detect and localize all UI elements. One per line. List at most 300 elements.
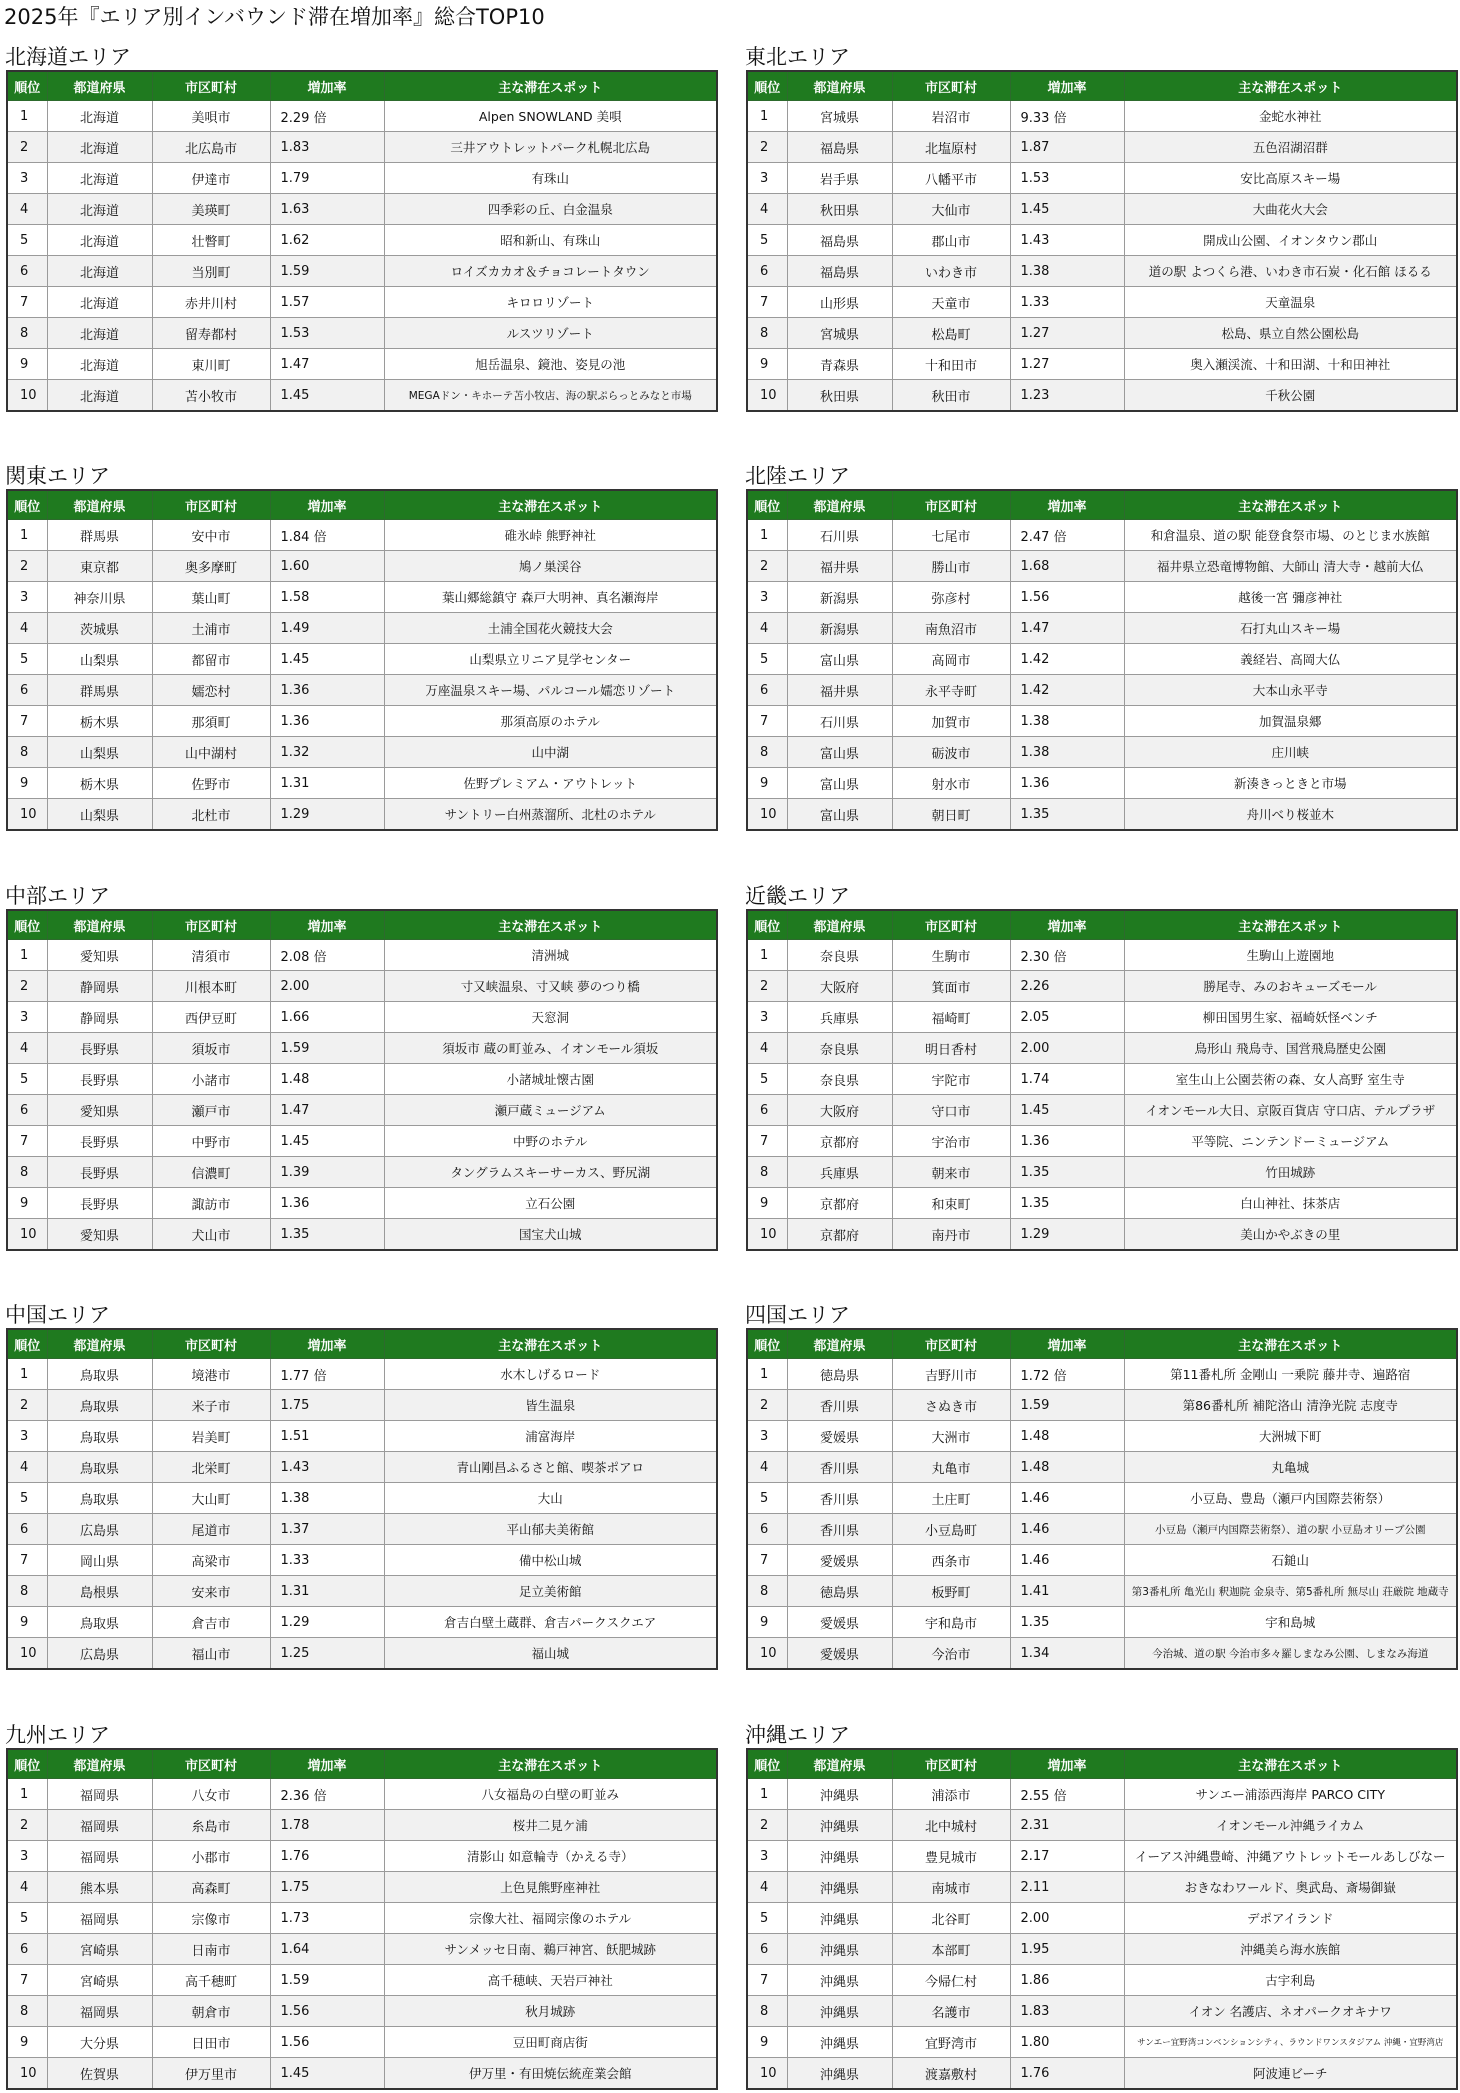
table-row (7, 2027, 717, 2058)
spot-cell: 山中湖 (384, 737, 717, 768)
table-row (747, 1126, 1457, 1157)
table-row (747, 1157, 1457, 1188)
rate-cell: 1.56 (1010, 582, 1124, 613)
table-row (747, 520, 1457, 551)
table-row (7, 1576, 717, 1607)
spot-cell: 五色沼湖沼群 (1124, 132, 1457, 163)
prefecture-cell: 鳥取県 (47, 1452, 152, 1483)
rank-cell: 6 (7, 1095, 47, 1126)
city-cell: 勝山市 (892, 551, 1010, 582)
rank-header: 順位 (747, 71, 787, 101)
prefecture-cell: 香川県 (787, 1514, 892, 1545)
rate-cell: 2.55 倍 (1010, 1779, 1124, 1810)
table-row (7, 799, 717, 831)
table-header-row (747, 910, 1457, 940)
table-row (7, 1607, 717, 1638)
table-row (7, 1965, 717, 1996)
table-header-row (7, 1329, 717, 1359)
city-cell: 瀬戸市 (152, 1095, 270, 1126)
rate-cell: 1.59 (270, 1965, 384, 1996)
area-section (6, 463, 716, 831)
rate-cell: 2.08 倍 (270, 940, 384, 971)
city-cell: 北塩原村 (892, 132, 1010, 163)
prefecture-cell: 愛媛県 (787, 1607, 892, 1638)
rank-cell: 3 (747, 1841, 787, 1872)
spot-cell: 三井アウトレットパーク札幌北広島 (384, 132, 717, 163)
rank-cell: 3 (7, 1002, 47, 1033)
prefecture-cell: 長野県 (47, 1157, 152, 1188)
city-cell: 箕面市 (892, 971, 1010, 1002)
rate-cell: 1.58 (270, 582, 384, 613)
table-row (747, 225, 1457, 256)
table-row (747, 256, 1457, 287)
rank-cell: 1 (7, 940, 47, 971)
rank-cell: 8 (747, 1996, 787, 2027)
rate-cell: 1.76 (1010, 2058, 1124, 2090)
prefecture-cell: 福島県 (787, 132, 892, 163)
rate-cell: 1.31 (270, 768, 384, 799)
city-cell: 須坂市 (152, 1033, 270, 1064)
table-row (747, 1996, 1457, 2027)
rank-cell: 10 (747, 380, 787, 412)
city-cell: 豊見城市 (892, 1841, 1010, 1872)
table-row (7, 971, 717, 1002)
area-section (6, 1302, 716, 1670)
table-row (747, 799, 1457, 831)
spot-cell: 義経岩、高岡大仏 (1124, 644, 1457, 675)
table-row (7, 1126, 717, 1157)
rate-cell: 1.31 (270, 1576, 384, 1607)
spot-cell: 鳥形山 飛鳥寺、国営飛鳥歴史公園 (1124, 1033, 1457, 1064)
prefecture-cell: 福井県 (787, 551, 892, 582)
table-row (7, 737, 717, 768)
spot-header: 主な滞在スポット (1124, 910, 1457, 940)
table-header-row (7, 71, 717, 101)
rate-cell: 1.75 (270, 1390, 384, 1421)
city-cell: 天童市 (892, 287, 1010, 318)
prefecture-cell: 東京都 (47, 551, 152, 582)
table-row (747, 971, 1457, 1002)
spot-cell: 奥入瀬渓流、十和田湖、十和田神社 (1124, 349, 1457, 380)
city-cell: 境港市 (152, 1359, 270, 1390)
city-cell: 朝日町 (892, 799, 1010, 831)
prefecture-cell: 愛知県 (47, 1095, 152, 1126)
city-cell: 美瑛町 (152, 194, 270, 225)
spot-cell: 室生山上公園芸術の森、女人高野 室生寺 (1124, 1064, 1457, 1095)
table-row (747, 1002, 1457, 1033)
table-row (7, 1157, 717, 1188)
city-cell: 苫小牧市 (152, 380, 270, 412)
spot-cell: 桜井二見ケ浦 (384, 1810, 717, 1841)
rate-cell: 1.45 (1010, 1095, 1124, 1126)
rate-cell: 1.27 (1010, 349, 1124, 380)
spot-cell: 竹田城跡 (1124, 1157, 1457, 1188)
rate-cell: 1.86 (1010, 1965, 1124, 1996)
prefecture-cell: 福岡県 (47, 1841, 152, 1872)
rank-cell: 7 (747, 1965, 787, 1996)
table-row (747, 2027, 1457, 2058)
rank-cell: 4 (747, 1872, 787, 1903)
spot-header: 主な滞在スポット (384, 71, 717, 101)
prefecture-cell: 香川県 (787, 1452, 892, 1483)
prefecture-cell: 北海道 (47, 256, 152, 287)
city-cell: 南丹市 (892, 1219, 1010, 1251)
table-row (747, 706, 1457, 737)
rate-cell: 1.48 (1010, 1421, 1124, 1452)
table-row (7, 706, 717, 737)
area-title: 近畿エリア (745, 884, 850, 908)
rate-cell: 1.39 (270, 1157, 384, 1188)
prefecture-cell: 北海道 (47, 287, 152, 318)
prefecture-cell: 群馬県 (47, 675, 152, 706)
table-row (747, 1452, 1457, 1483)
ranking-table (746, 909, 1458, 1251)
area-title: 沖縄エリア (745, 1723, 850, 1747)
prefecture-cell: 愛媛県 (787, 1545, 892, 1576)
spot-header: 主な滞在スポット (384, 490, 717, 520)
rate-cell: 2.00 (1010, 1033, 1124, 1064)
rank-cell: 7 (7, 1545, 47, 1576)
rate-cell: 1.80 (1010, 2027, 1124, 2058)
rate-cell: 1.32 (270, 737, 384, 768)
rank-cell: 7 (747, 1545, 787, 1576)
city-cell: 射水市 (892, 768, 1010, 799)
table-row (747, 101, 1457, 132)
spot-header: 主な滞在スポット (384, 1749, 717, 1779)
table-row (747, 1390, 1457, 1421)
city-cell: 北杜市 (152, 799, 270, 831)
rate-cell: 1.25 (270, 1638, 384, 1670)
city-cell: 那須町 (152, 706, 270, 737)
city-cell: 日田市 (152, 2027, 270, 2058)
rank-cell: 4 (7, 1452, 47, 1483)
spot-cell: 万座温泉スキー場、パルコール嬬恋リゾート (384, 675, 717, 706)
spot-cell: サンエー宜野湾コンベンションシティ、ラウンドワンスタジアム 沖縄・宜野湾店 (1124, 2027, 1457, 2058)
city-cell: 北谷町 (892, 1903, 1010, 1934)
rank-cell: 3 (747, 582, 787, 613)
rate-cell: 1.78 (270, 1810, 384, 1841)
table-row (747, 737, 1457, 768)
prefecture-cell: 鳥取県 (47, 1390, 152, 1421)
rank-cell: 7 (7, 287, 47, 318)
spot-cell: MEGAドン・キホーテ苫小牧店、海の駅ぷらっとみなと市場 (384, 380, 717, 412)
table-row (747, 768, 1457, 799)
city-header: 市区町村 (152, 490, 270, 520)
prefecture-cell: 福井県 (787, 675, 892, 706)
spot-cell: 古宇利島 (1124, 1965, 1457, 1996)
rate-header: 増加率 (270, 1329, 384, 1359)
rate-cell: 1.42 (1010, 644, 1124, 675)
rank-cell: 10 (7, 2058, 47, 2090)
rate-cell: 1.33 (270, 1545, 384, 1576)
city-cell: 朝倉市 (152, 1996, 270, 2027)
city-cell: 永平寺町 (892, 675, 1010, 706)
rank-cell: 9 (7, 768, 47, 799)
rate-cell: 1.35 (1010, 799, 1124, 831)
rate-cell: 1.29 (270, 799, 384, 831)
table-row (7, 1996, 717, 2027)
table-row (747, 1638, 1457, 1670)
spot-cell: 越後一宮 彌彦神社 (1124, 582, 1457, 613)
city-cell: 川根本町 (152, 971, 270, 1002)
spot-cell: 旭岳温泉、鏡池、姿見の池 (384, 349, 717, 380)
ranking-table (6, 1328, 718, 1670)
spot-cell: 碓氷峠 熊野神社 (384, 520, 717, 551)
spot-cell: 那須高原のホテル (384, 706, 717, 737)
spot-cell: 皆生温泉 (384, 1390, 717, 1421)
table-row (747, 194, 1457, 225)
prefecture-cell: 福岡県 (47, 1810, 152, 1841)
table-row (747, 1810, 1457, 1841)
rank-cell: 3 (7, 1841, 47, 1872)
prefecture-cell: 長野県 (47, 1126, 152, 1157)
spot-cell: 立石公園 (384, 1188, 717, 1219)
city-header: 市区町村 (152, 910, 270, 940)
prefecture-cell: 岩手県 (787, 163, 892, 194)
table-row (747, 1514, 1457, 1545)
table-row (7, 520, 717, 551)
prefecture-cell: 長野県 (47, 1188, 152, 1219)
prefecture-cell: 宮城県 (787, 101, 892, 132)
rate-cell: 1.63 (270, 194, 384, 225)
rate-cell: 1.79 (270, 163, 384, 194)
prefecture-cell: 宮崎県 (47, 1965, 152, 1996)
rate-cell: 2.11 (1010, 1872, 1124, 1903)
prefecture-cell: 富山県 (787, 644, 892, 675)
rank-header: 順位 (7, 1749, 47, 1779)
city-cell: 丸亀市 (892, 1452, 1010, 1483)
rate-header: 増加率 (1010, 1749, 1124, 1779)
prefecture-cell: 愛知県 (47, 1219, 152, 1251)
rank-cell: 2 (747, 1810, 787, 1841)
city-header: 市区町村 (892, 490, 1010, 520)
city-cell: 糸島市 (152, 1810, 270, 1841)
spot-cell: イオンモール大日、京阪百貨店 守口店、テルプラザ (1124, 1095, 1457, 1126)
rank-cell: 5 (747, 225, 787, 256)
table-row (7, 551, 717, 582)
prefecture-cell: 石川県 (787, 520, 892, 551)
table-row (747, 613, 1457, 644)
rank-cell: 7 (7, 706, 47, 737)
rank-cell: 8 (7, 737, 47, 768)
table-row (7, 1188, 717, 1219)
rank-cell: 8 (747, 318, 787, 349)
rate-cell: 2.05 (1010, 1002, 1124, 1033)
prefecture-cell: 栃木県 (47, 706, 152, 737)
spot-cell: 福山城 (384, 1638, 717, 1670)
spot-cell: 松島、県立自然公園松島 (1124, 318, 1457, 349)
rank-cell: 10 (7, 799, 47, 831)
prefecture-cell: 広島県 (47, 1514, 152, 1545)
table-row (747, 1779, 1457, 1810)
rate-header: 増加率 (270, 1749, 384, 1779)
table-row (747, 1064, 1457, 1095)
rank-cell: 6 (7, 256, 47, 287)
rate-header: 増加率 (1010, 910, 1124, 940)
table-row (747, 1934, 1457, 1965)
table-row (7, 675, 717, 706)
rank-cell: 2 (7, 551, 47, 582)
rank-cell: 4 (747, 194, 787, 225)
city-cell: 清須市 (152, 940, 270, 971)
prefecture-cell: 富山県 (787, 799, 892, 831)
rate-cell: 1.64 (270, 1934, 384, 1965)
table-header-row (7, 490, 717, 520)
rank-cell: 6 (747, 1095, 787, 1126)
rank-cell: 2 (747, 132, 787, 163)
prefecture-cell: 北海道 (47, 380, 152, 412)
spot-cell: 八女福島の白壁の町並み (384, 1779, 717, 1810)
table-row (747, 675, 1457, 706)
table-row (7, 1033, 717, 1064)
spot-cell: 須坂市 蔵の町並み、イオンモール須坂 (384, 1033, 717, 1064)
area-section (746, 44, 1456, 412)
rate-cell: 1.95 (1010, 1934, 1124, 1965)
prefecture-cell: 新潟県 (787, 613, 892, 644)
rate-cell: 2.36 倍 (270, 1779, 384, 1810)
table-header-row (7, 1749, 717, 1779)
spot-cell: デポアイランド (1124, 1903, 1457, 1934)
prefecture-cell: 石川県 (787, 706, 892, 737)
spot-cell: 有珠山 (384, 163, 717, 194)
rate-cell: 1.37 (270, 1514, 384, 1545)
spot-cell: サンメッセ日南、鵜戸神宮、飫肥城跡 (384, 1934, 717, 1965)
prefecture-cell: 京都府 (787, 1126, 892, 1157)
prefecture-header: 都道府県 (47, 490, 152, 520)
table-header-row (747, 490, 1457, 520)
spot-cell: 昭和新山、有珠山 (384, 225, 717, 256)
prefecture-cell: 兵庫県 (787, 1157, 892, 1188)
city-cell: 加賀市 (892, 706, 1010, 737)
spot-cell: 秋月城跡 (384, 1996, 717, 2027)
city-cell: 葉山町 (152, 582, 270, 613)
prefecture-cell: 福島県 (787, 225, 892, 256)
spot-cell: 庄川峡 (1124, 737, 1457, 768)
city-cell: 渡嘉敷村 (892, 2058, 1010, 2090)
table-row (7, 1219, 717, 1251)
city-cell: 南城市 (892, 1872, 1010, 1903)
city-cell: 宗像市 (152, 1903, 270, 1934)
spot-cell: 瀬戸蔵ミュージアム (384, 1095, 717, 1126)
area-section (746, 1302, 1456, 1670)
city-cell: 西伊豆町 (152, 1002, 270, 1033)
ranking-table (746, 70, 1458, 412)
prefecture-cell: 福島県 (787, 256, 892, 287)
rate-cell: 1.34 (1010, 1638, 1124, 1670)
prefecture-cell: 岡山県 (47, 1545, 152, 1576)
prefecture-cell: 大阪府 (787, 1095, 892, 1126)
city-cell: 八女市 (152, 1779, 270, 1810)
rank-cell: 7 (747, 287, 787, 318)
prefecture-cell: 北海道 (47, 101, 152, 132)
prefecture-cell: 北海道 (47, 163, 152, 194)
prefecture-cell: 愛媛県 (787, 1638, 892, 1670)
table-row (7, 1638, 717, 1670)
rate-header: 増加率 (270, 71, 384, 101)
prefecture-cell: 京都府 (787, 1219, 892, 1251)
prefecture-header: 都道府県 (47, 71, 152, 101)
rank-cell: 3 (7, 1421, 47, 1452)
spot-cell: 福井県立恐竜博物館、大師山 清大寺・越前大仏 (1124, 551, 1457, 582)
table-row (7, 256, 717, 287)
area-section (746, 883, 1456, 1251)
city-cell: 安来市 (152, 1576, 270, 1607)
city-cell: 小郡市 (152, 1841, 270, 1872)
rank-cell: 9 (747, 1607, 787, 1638)
prefecture-cell: 沖縄県 (787, 1841, 892, 1872)
prefecture-cell: 鳥取県 (47, 1607, 152, 1638)
table-row (7, 768, 717, 799)
rate-cell: 1.35 (270, 1219, 384, 1251)
ranking-table (6, 489, 718, 831)
rank-cell: 8 (7, 1157, 47, 1188)
table-row (7, 1002, 717, 1033)
rate-cell: 1.59 (270, 1033, 384, 1064)
rank-cell: 5 (747, 1483, 787, 1514)
spot-cell: 上色見熊野座神社 (384, 1872, 717, 1903)
city-cell: 留寿都村 (152, 318, 270, 349)
rank-cell: 1 (7, 520, 47, 551)
city-cell: 壮瞥町 (152, 225, 270, 256)
table-row (747, 318, 1457, 349)
city-cell: 宇治市 (892, 1126, 1010, 1157)
spot-cell: 今治城、道の駅 今治市多々羅しまなみ公園、しまなみ海道 (1124, 1638, 1457, 1670)
spot-cell: 平等院、ニンテンドーミュージアム (1124, 1126, 1457, 1157)
rank-cell: 6 (747, 1514, 787, 1545)
city-cell: 岩美町 (152, 1421, 270, 1452)
spot-cell: イオンモール沖縄ライカム (1124, 1810, 1457, 1841)
spot-cell: 寸又峡温泉、寸又峡 夢のつり橋 (384, 971, 717, 1002)
prefecture-cell: 栃木県 (47, 768, 152, 799)
city-cell: 秋田市 (892, 380, 1010, 412)
spot-cell: 豆田町商店街 (384, 2027, 717, 2058)
prefecture-header: 都道府県 (47, 1749, 152, 1779)
prefecture-cell: 北海道 (47, 132, 152, 163)
rank-cell: 7 (747, 706, 787, 737)
city-cell: 福崎町 (892, 1002, 1010, 1033)
spot-header: 主な滞在スポット (1124, 71, 1457, 101)
city-cell: 当別町 (152, 256, 270, 287)
rate-cell: 2.47 倍 (1010, 520, 1124, 551)
spot-cell: おきなわワールド、奥武島、斎場御嶽 (1124, 1872, 1457, 1903)
table-row (7, 1934, 717, 1965)
city-cell: 生駒市 (892, 940, 1010, 971)
rate-cell: 1.74 (1010, 1064, 1124, 1095)
prefecture-cell: 鳥取県 (47, 1359, 152, 1390)
rank-cell: 6 (7, 675, 47, 706)
area-section (746, 1722, 1456, 2090)
prefecture-cell: 北海道 (47, 349, 152, 380)
spot-cell: 足立美術館 (384, 1576, 717, 1607)
page-title: 2025年『エリア別インバウンド滞在増加率』総合TOP10 (4, 5, 545, 29)
table-row (747, 2058, 1457, 2090)
rank-cell: 10 (7, 380, 47, 412)
prefecture-cell: 長野県 (47, 1064, 152, 1095)
rank-cell: 3 (747, 1002, 787, 1033)
rank-cell: 1 (7, 1779, 47, 1810)
city-cell: 名護市 (892, 1996, 1010, 2027)
table-row (747, 349, 1457, 380)
rate-cell: 1.51 (270, 1421, 384, 1452)
city-cell: 赤井川村 (152, 287, 270, 318)
city-cell: 北中城村 (892, 1810, 1010, 1841)
rank-cell: 8 (7, 1996, 47, 2027)
spot-cell: サントリー白州蒸溜所、北杜のホテル (384, 799, 717, 831)
rank-cell: 5 (747, 1064, 787, 1095)
city-cell: 北栄町 (152, 1452, 270, 1483)
rank-cell: 5 (747, 1903, 787, 1934)
rate-cell: 1.83 (1010, 1996, 1124, 2027)
